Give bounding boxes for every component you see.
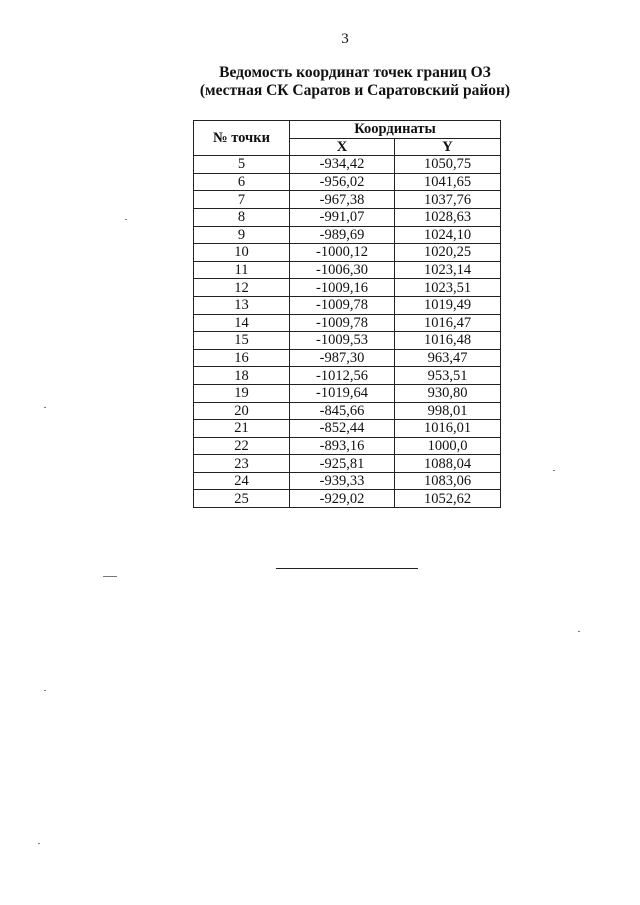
table-row bbox=[194, 472, 501, 490]
cell-x: -852,44 bbox=[290, 420, 395, 438]
cell-y: 963,47 bbox=[395, 349, 501, 367]
table-row bbox=[194, 314, 501, 332]
cell-y: 1024,10 bbox=[395, 226, 501, 244]
cell-x: -991,07 bbox=[290, 208, 395, 226]
cell-x: -1012,56 bbox=[290, 367, 395, 385]
table-row bbox=[194, 296, 501, 314]
header-y: Y bbox=[395, 138, 501, 156]
table-row bbox=[194, 332, 501, 350]
cell-y: 1050,75 bbox=[395, 156, 501, 174]
cell-x: -967,38 bbox=[290, 191, 395, 209]
cell-x: -845,66 bbox=[290, 402, 395, 420]
table-row bbox=[194, 226, 501, 244]
cell-x: -989,69 bbox=[290, 226, 395, 244]
cell-y: 1016,48 bbox=[395, 332, 501, 350]
cell-point-number: 12 bbox=[194, 279, 290, 297]
cell-point-number: 19 bbox=[194, 384, 290, 402]
cell-x: -1009,78 bbox=[290, 314, 395, 332]
cell-y: 1020,25 bbox=[395, 244, 501, 262]
cell-x: -1009,16 bbox=[290, 279, 395, 297]
scan-speck bbox=[578, 631, 580, 632]
cell-point-number: 8 bbox=[194, 208, 290, 226]
title-line-1: Ведомость координат точек границ ОЗ bbox=[219, 64, 491, 81]
cell-x: -987,30 bbox=[290, 349, 395, 367]
cell-point-number: 21 bbox=[194, 420, 290, 438]
cell-x: -893,16 bbox=[290, 437, 395, 455]
cell-point-number: 25 bbox=[194, 490, 290, 508]
table-row bbox=[194, 156, 501, 174]
table-row bbox=[194, 437, 501, 455]
cell-y: 953,51 bbox=[395, 367, 501, 385]
cell-y: 1052,62 bbox=[395, 490, 501, 508]
cell-point-number: 22 bbox=[194, 437, 290, 455]
cell-point-number: 24 bbox=[194, 472, 290, 490]
cell-point-number: 11 bbox=[194, 261, 290, 279]
cell-x: -1009,78 bbox=[290, 296, 395, 314]
cell-y: 1016,47 bbox=[395, 314, 501, 332]
cell-point-number: 20 bbox=[194, 402, 290, 420]
cell-y: 1037,76 bbox=[395, 191, 501, 209]
cell-point-number: 23 bbox=[194, 455, 290, 473]
cell-x: -925,81 bbox=[290, 455, 395, 473]
cell-x: -929,02 bbox=[290, 490, 395, 508]
table-row bbox=[194, 279, 501, 297]
signature-line bbox=[276, 568, 418, 569]
cell-y: 1000,0 bbox=[395, 437, 501, 455]
cell-y: 930,80 bbox=[395, 384, 501, 402]
cell-point-number: 10 bbox=[194, 244, 290, 262]
scan-speck bbox=[44, 407, 46, 408]
cell-point-number: 6 bbox=[194, 173, 290, 191]
table-row bbox=[194, 173, 501, 191]
cell-x: -1009,53 bbox=[290, 332, 395, 350]
coordinates-table bbox=[193, 120, 501, 508]
table-row bbox=[194, 455, 501, 473]
cell-point-number: 9 bbox=[194, 226, 290, 244]
scan-speck bbox=[44, 690, 46, 691]
scan-speck bbox=[553, 470, 555, 471]
header-coordinates: Координаты bbox=[290, 121, 501, 139]
header-x: X bbox=[290, 138, 395, 156]
cell-point-number: 7 bbox=[194, 191, 290, 209]
title-line-2: (местная СК Саратов и Саратовский район) bbox=[199, 82, 511, 99]
cell-point-number: 13 bbox=[194, 296, 290, 314]
cell-y: 1028,63 bbox=[395, 208, 501, 226]
cell-point-number: 14 bbox=[194, 314, 290, 332]
table-row bbox=[194, 384, 501, 402]
page-number: 3 bbox=[341, 31, 349, 47]
cell-point-number: 15 bbox=[194, 332, 290, 350]
table-row bbox=[194, 261, 501, 279]
cell-y: 1016,01 bbox=[395, 420, 501, 438]
cell-point-number: 16 bbox=[194, 349, 290, 367]
table-row bbox=[194, 367, 501, 385]
cell-y: 998,01 bbox=[395, 402, 501, 420]
cell-x: -1006,30 bbox=[290, 261, 395, 279]
cell-point-number: 5 bbox=[194, 156, 290, 174]
cell-x: -1000,12 bbox=[290, 244, 395, 262]
cell-y: 1083,06 bbox=[395, 472, 501, 490]
cell-x: -1019,64 bbox=[290, 384, 395, 402]
table-row bbox=[194, 490, 501, 508]
cell-point-number: 18 bbox=[194, 367, 290, 385]
table-row bbox=[194, 244, 501, 262]
table-row bbox=[194, 420, 501, 438]
table-row bbox=[194, 402, 501, 420]
cell-x: -956,02 bbox=[290, 173, 395, 191]
cell-y: 1041,65 bbox=[395, 173, 501, 191]
table-body bbox=[194, 156, 501, 508]
scan-speck bbox=[125, 219, 127, 220]
cell-y: 1023,51 bbox=[395, 279, 501, 297]
cell-y: 1019,49 bbox=[395, 296, 501, 314]
table-row bbox=[194, 191, 501, 209]
cell-y: 1023,14 bbox=[395, 261, 501, 279]
cell-x: -934,42 bbox=[290, 156, 395, 174]
table-row bbox=[194, 349, 501, 367]
cell-y: 1088,04 bbox=[395, 455, 501, 473]
document-title bbox=[0, 64, 640, 100]
scan-speck bbox=[38, 843, 40, 844]
cell-x: -939,33 bbox=[290, 472, 395, 490]
scan-speck bbox=[103, 576, 117, 577]
table-row bbox=[194, 208, 501, 226]
header-point-number: № точки bbox=[194, 121, 290, 156]
